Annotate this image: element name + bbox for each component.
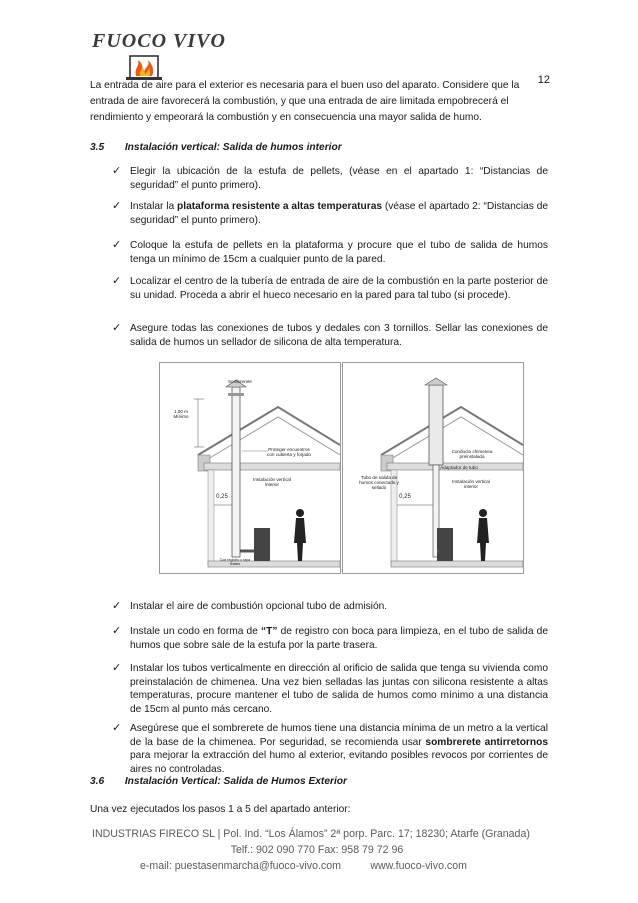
label-tee: Con registro o tapa finales [219, 558, 251, 566]
label-chimney: Conducto chimenea preinstalada [451, 449, 493, 460]
list-item [112, 625, 548, 652]
bullet-text: Asegúrese que el sombrerete de humos tiene una distancia mínima de un metro a la vertical de la base de la chimenea. Por seguridad, se recomienda usar [130, 723, 548, 748]
bullet-text: Asegure todas las conexiones de tubos y dedales con 3 tornillos. Sellar las conexiones de salida de humos un sellador de silicona de alta temperatura. [130, 323, 548, 348]
list-item [112, 275, 548, 302]
diagram-drawing [343, 363, 523, 573]
label-distance: 0,25 [399, 494, 411, 500]
section-heading-3-6 [90, 776, 347, 787]
checkmark-icon: ✓ [112, 625, 122, 637]
label-sombrerete: Sombrerete [227, 379, 252, 384]
section-number: 3.6 [90, 776, 105, 787]
list-item [112, 200, 548, 227]
checkmark-icon: ✓ [112, 600, 122, 612]
section-number: 3.5 [90, 142, 105, 153]
section-title: Instalación Vertical: Salida de Humos Exterior [124, 776, 347, 787]
installation-diagram-preinstalled [342, 362, 524, 574]
footer-email-web: e-mail: puestasenmarcha@fuoco-vivo.com www.fuoco-vivo.com [140, 860, 467, 872]
label-adapter: Adaptador de tubo [440, 465, 478, 470]
checkmark-icon: ✓ [112, 239, 122, 251]
label-distance: 0,25 [216, 494, 228, 500]
bullet-bold-text: sombrerete antirretornos [425, 736, 548, 748]
intro-line: rendimiento y empeorará la combustión y en consecuencia una mayor salida de humo. [90, 112, 482, 123]
intro-paragraph [90, 78, 550, 126]
bullet-bold-text: plataforma resistente a altas temperaturas [177, 201, 383, 212]
bullet-text: Instalar la [130, 201, 178, 212]
checkmark-icon: ✓ [112, 200, 122, 212]
list-item [112, 322, 548, 349]
list-item [112, 662, 548, 716]
checkmark-icon: ✓ [112, 165, 122, 177]
bullet-text: (véase el apartado 2: “Distancias de seguridad” el punto primero). [130, 201, 549, 226]
bullet-text: para mejorar la extracción del humo al exterior, evitando posibles revocos por corrientes de aires no controladas. [130, 750, 548, 775]
intro-line: La entrada de aire para el exterior es necesaria para el buen uso del aparato. Considere que la [90, 80, 520, 91]
list-item [112, 722, 548, 776]
closing-paragraph: Una vez ejecutados los pasos 1 a 5 del apartado anterior: [90, 804, 351, 815]
list-item [112, 239, 548, 266]
checkmark-icon: ✓ [112, 275, 122, 287]
list-item [112, 600, 548, 614]
page-number: 12 [537, 74, 550, 86]
section-title: Instalación vertical: Salida de humos interior [124, 142, 342, 153]
label-protection: Proteger encuentros con cubierta y forjado [267, 447, 311, 458]
label-install: Instalación vertical interior [253, 477, 291, 488]
footer-phone-fax: Telf.: 902 090 770 Fax: 958 79 72 96 [230, 844, 404, 856]
logo-text: FUOCO VIVO [92, 30, 226, 52]
diagram-drawing [160, 363, 340, 573]
label-install: Instalación vertical interior [452, 479, 490, 490]
bullet-text: Coloque la estufa de pellets en la plataforma y procure que el tubo de salida de humos tenga un mínimo de 15cm a cualquier punto de la pared. [130, 240, 548, 265]
bullet-text: Instale un codo en forma de [130, 626, 262, 637]
checkmark-icon: ✓ [112, 722, 122, 734]
bullet-text: de registro con boca para limpieza, en el tubo de salida de humos que sobre sale de la estufa por la parte trasera. [130, 626, 548, 651]
bullet-text: Instalar el aire de combustión opcional tubo de admisión. [130, 601, 388, 612]
checkmark-icon: ✓ [112, 662, 122, 674]
bullet-bold-text: “T” [261, 626, 278, 637]
bullet-text: Elegir la ubicación de la estufa de pellets, (véase en el apartado 1: “Distancias de seguridad” el punto primero). [130, 166, 548, 191]
footer-company-address: INDUSTRIAS FIRECO SL | Pol. Ind. “Los Álamos” 2ª porp. Parc. 17; 18230; Atarfe (Granada) [92, 828, 530, 840]
label-min-height: 1,00 m Mínimo [173, 409, 189, 420]
list-item [112, 165, 548, 192]
installation-diagram-interior [159, 362, 341, 574]
page-footer [92, 826, 542, 874]
intro-line: entrada de aire favorecerá la combustión, y que una entrada de aire limitada empobrecerá el [90, 96, 509, 107]
bullet-text: Localizar el centro de la tubería de entrada de aire de la combustión en la parte posterior de su unidad. Proceda a abrir el hueco necesario en la pared para tal tubo (si procede). [130, 276, 548, 301]
checkmark-icon: ✓ [112, 322, 122, 334]
label-tube: Tubo de salida de humos conectado y sellado [359, 475, 399, 491]
section-heading-3-5 [90, 142, 342, 153]
bullet-text: Instalar los tubos verticalmente en dirección al orificio de salida que tenga su vivienda como preinstalación de chimenea. Una vez bien selladas las juntas con silicona resistente a altas temperaturas, procure mantener el tubo de salida de humos como mínimo a una distancia de 15cm al punto más cercano. [130, 663, 548, 715]
